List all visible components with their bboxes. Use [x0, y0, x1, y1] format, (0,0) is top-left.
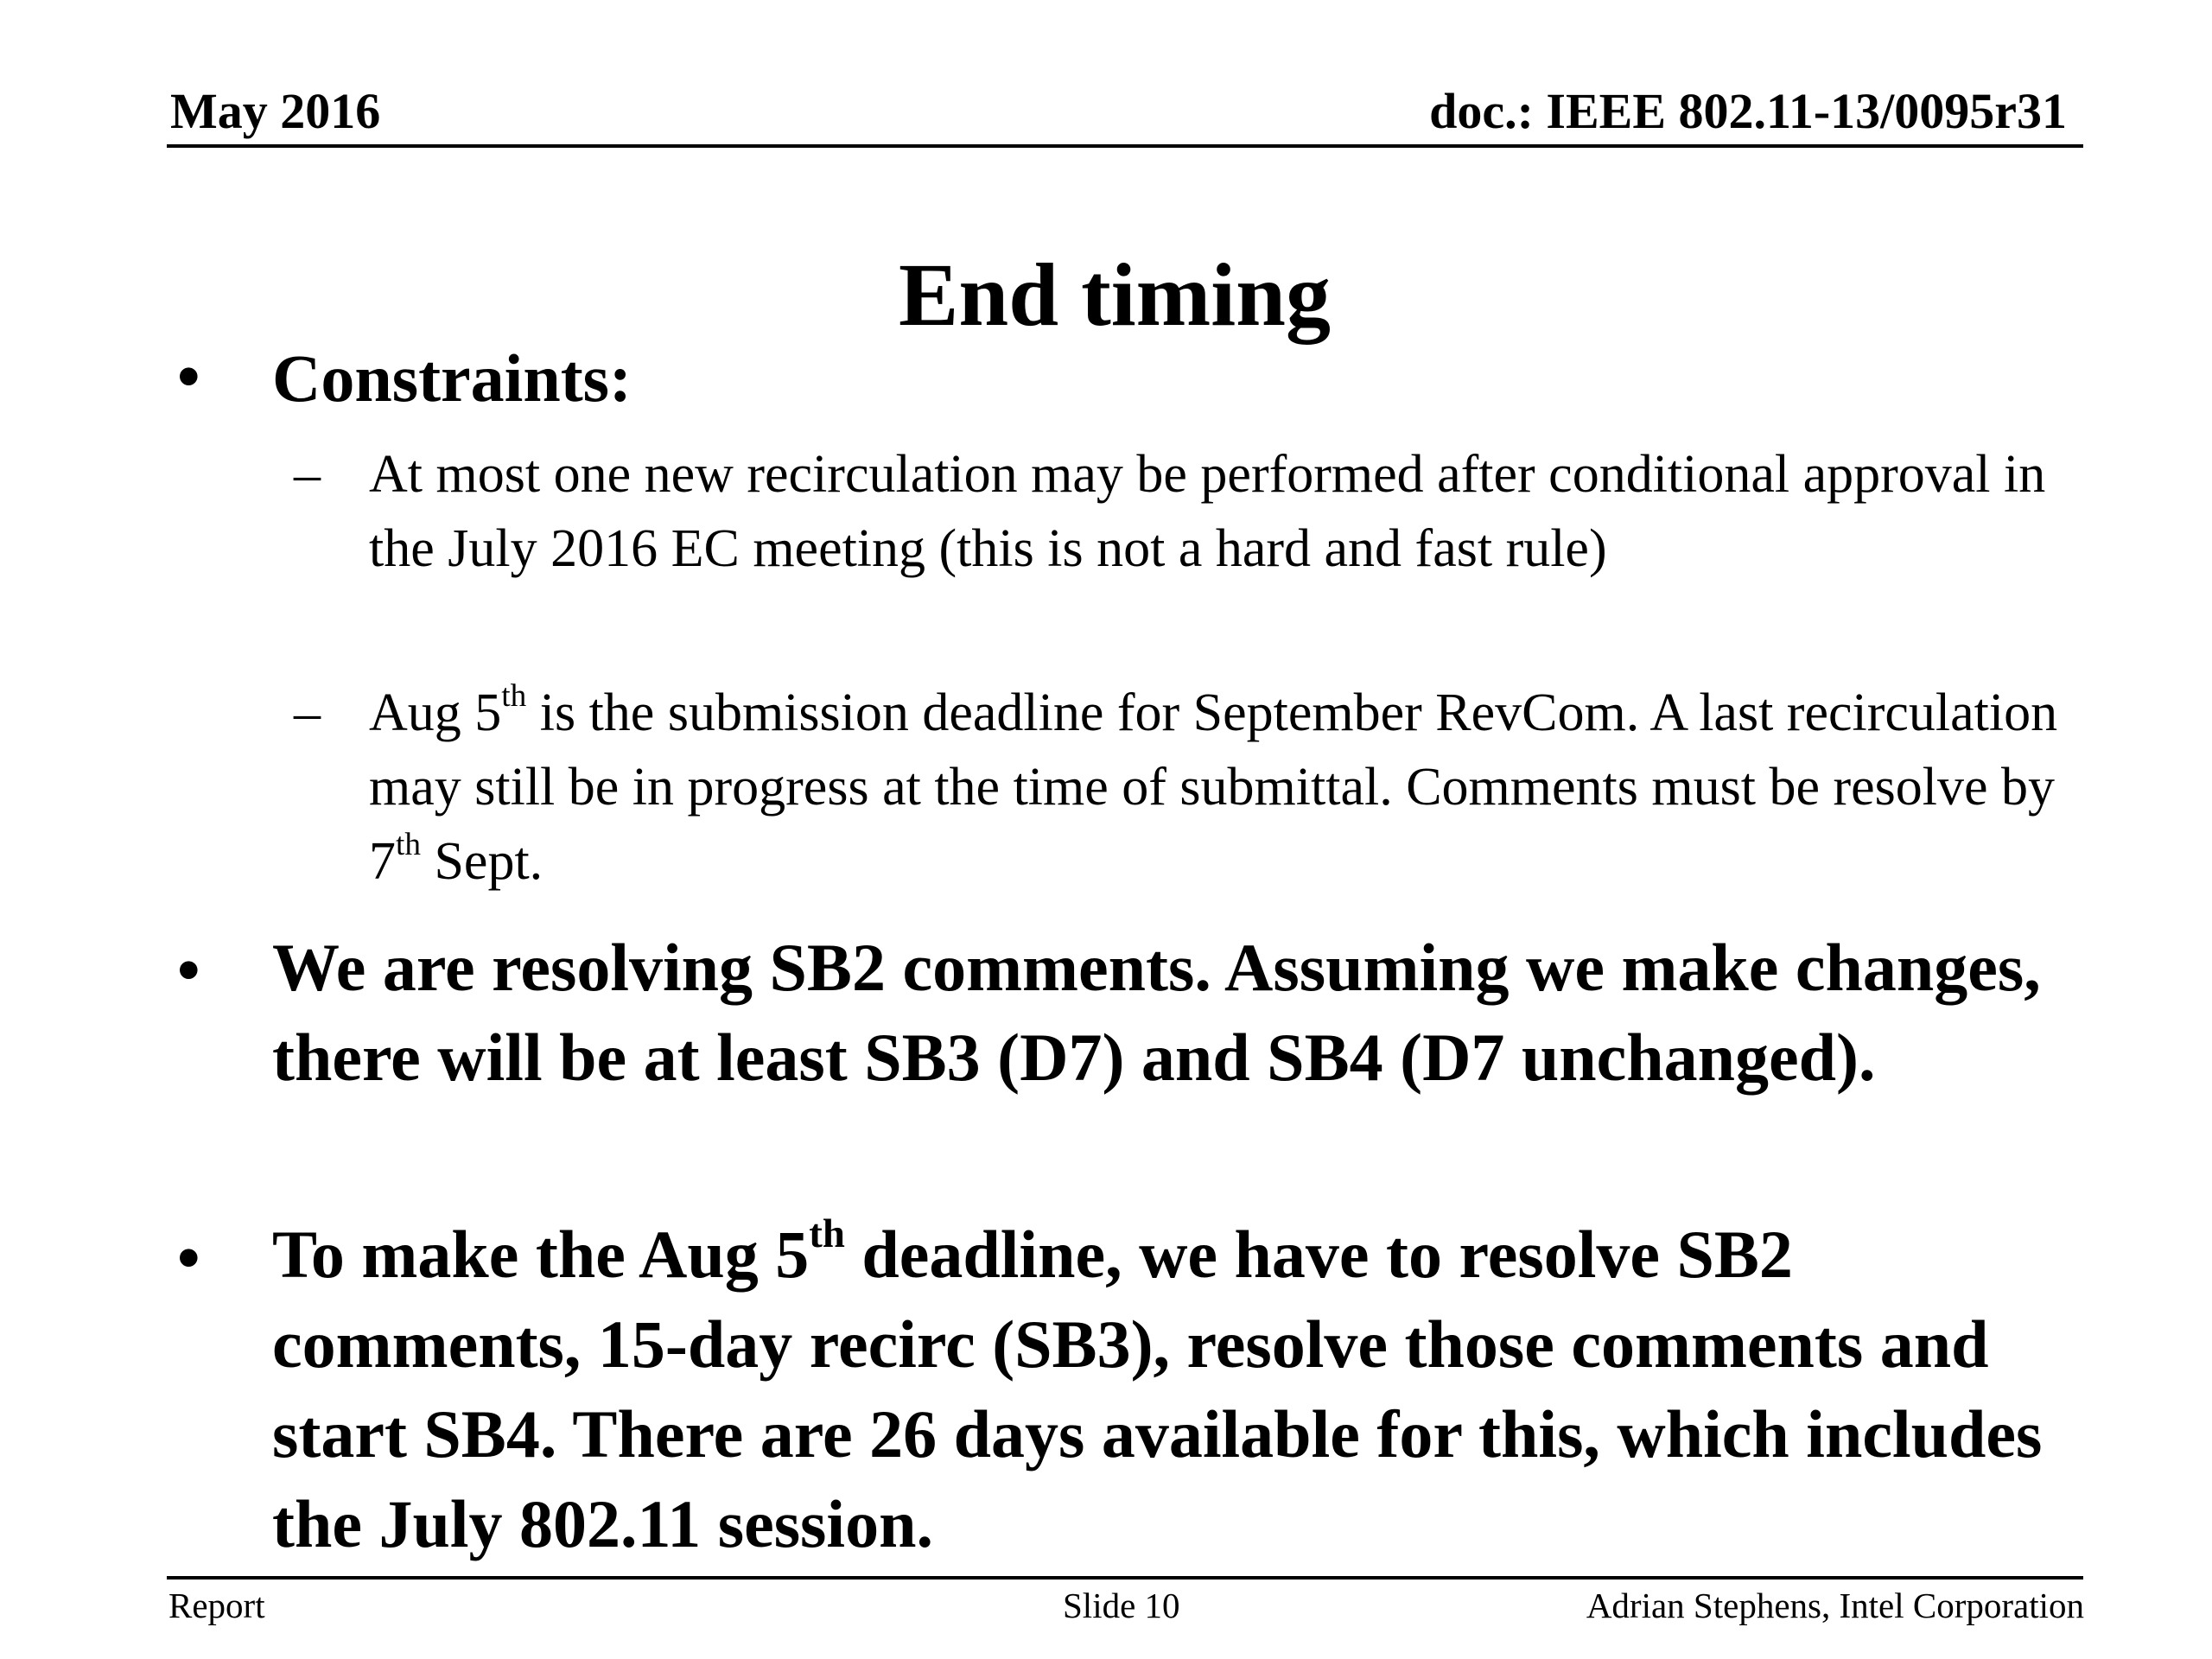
header-doc-id: doc.: IEEE 802.11-13/0095r31	[1429, 83, 2067, 139]
bullet-icon: •	[177, 934, 200, 1007]
bullet-icon: •	[177, 1222, 200, 1294]
sub-bullet-recirculation: At most one new recirculation may be performed after conditional approval in the July 2016 EC meeting (this is not a hard and fast rule)	[369, 445, 2046, 578]
dash-icon: –	[294, 683, 321, 742]
bullet-constraints: Constraints:	[272, 340, 632, 416]
bullet-resolving-sb2: We are resolving SB2 comments. Assuming we make changes, there will be at least SB3 (D7) and SB4 (D7 unchanged).	[272, 930, 2041, 1095]
header-date: May 2016	[170, 83, 381, 139]
header-divider	[167, 144, 2083, 148]
footer-slide-number: Slide 10	[1063, 1586, 1180, 1625]
footer-report: Report	[168, 1586, 265, 1625]
footer-divider	[167, 1576, 2083, 1580]
slide-title: End timing	[899, 245, 1331, 345]
footer-author: Adrian Stephens, Intel Corporation	[1586, 1586, 2084, 1625]
bullet-aug-deadline: To make the Aug 5th deadline, we have to resolve SB2 comments, 15-day recirc (SB3), resolve those comments and start SB4. There are 26 days available for this, which includes the July 802.11 session.	[272, 1211, 2043, 1561]
bullet-icon: •	[177, 340, 200, 413]
sub-bullet-submission-deadline: Aug 5th is the submission deadline for September RevCom. A last recirculation may still be in progress at the time of submittal. Comments must be resolve by 7th Sept.	[369, 678, 2058, 891]
dash-icon: –	[294, 445, 321, 504]
